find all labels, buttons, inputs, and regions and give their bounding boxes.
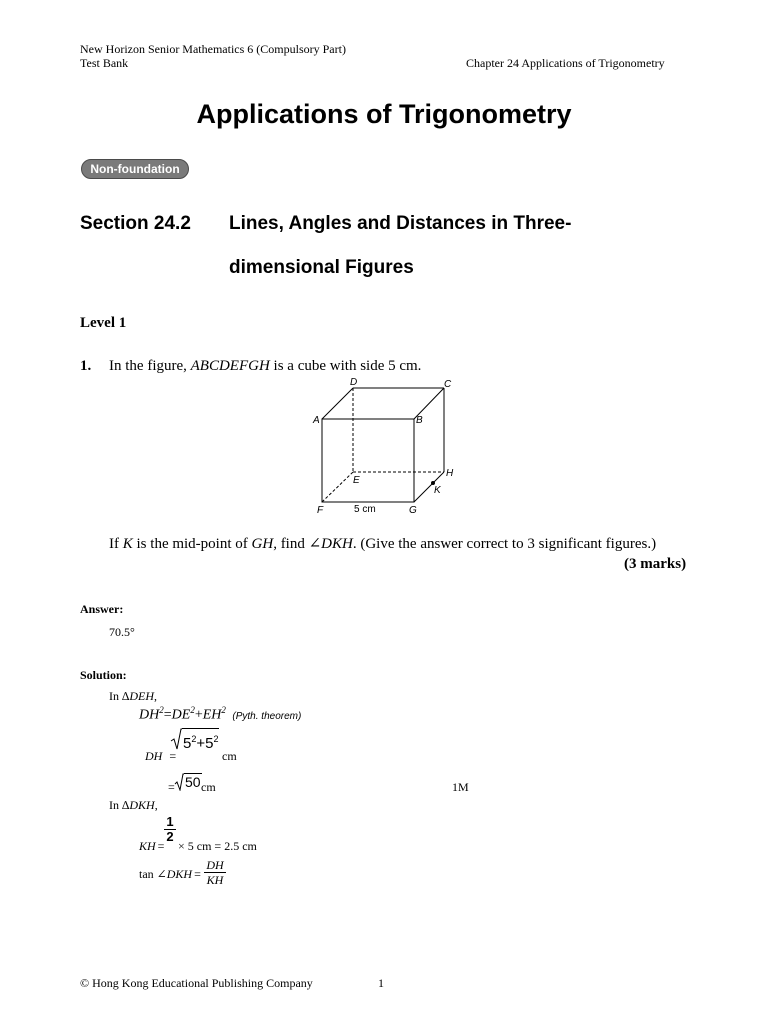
- label-b: B: [416, 415, 423, 426]
- ask-gh: GH: [251, 536, 274, 552]
- ask-part2: is the mid-point of: [132, 536, 252, 552]
- radical-sign-1: [170, 728, 182, 750]
- label-c: C: [444, 379, 452, 390]
- ask-part4: . (Give the answer correct to 3 significant figures.): [352, 536, 657, 552]
- side-length-label: 5 cm: [354, 504, 376, 515]
- question-marks: (3 marks): [624, 556, 687, 572]
- kh-equals: =: [157, 839, 165, 853]
- section-title-line2: dimensional Figures: [229, 257, 414, 278]
- kh-lhs: KH: [139, 839, 156, 853]
- cube-name: ABCDEFGH: [190, 358, 270, 374]
- answer-label: Answer:: [80, 602, 124, 616]
- tan-prefix: tan ∠: [139, 867, 167, 881]
- question-intro-prefix: In the figure,: [109, 358, 191, 374]
- half-numerator: 1: [164, 815, 176, 830]
- radicand-a: 5: [183, 735, 192, 752]
- hidden-edge-fe: [322, 472, 353, 502]
- kh-equation: [139, 839, 164, 854]
- footer-page-number: 1: [378, 976, 384, 990]
- eq1-sq2: 2: [190, 705, 195, 715]
- eq1-eh: EH: [202, 707, 222, 723]
- triangle-deh: ∆DEH: [122, 689, 155, 703]
- tan-fraction: [204, 858, 226, 887]
- half-denominator: 2: [166, 829, 174, 844]
- eq2-unit: cm: [222, 749, 237, 763]
- question-intro: [109, 358, 421, 375]
- in-deh-prefix: In: [109, 689, 122, 703]
- ask-part3: , find ∠: [273, 536, 322, 552]
- radicand-sq1: 2: [191, 734, 197, 744]
- radicand-b: 5: [205, 735, 214, 752]
- label-g: G: [409, 505, 417, 516]
- radicand-50: 50: [185, 774, 201, 790]
- cube-front-face: [322, 419, 414, 502]
- header-test-bank: Test Bank: [80, 56, 129, 70]
- radicand-plus: +: [196, 735, 206, 752]
- label-e: E: [353, 475, 360, 486]
- ask-dkh: DKH: [321, 536, 353, 552]
- ask-k: K: [122, 536, 133, 552]
- eq2-dh: DH: [145, 749, 163, 763]
- eq1-plus: +: [194, 707, 203, 723]
- solution-in-deh: [109, 689, 157, 704]
- label-a: A: [313, 415, 320, 426]
- kh-result: × 5 cm = 2.5 cm: [178, 839, 257, 853]
- solution-label: Solution:: [80, 668, 127, 682]
- eq1-de: DE: [171, 707, 191, 723]
- triangle-dkh: ∆DKH: [122, 798, 155, 812]
- cube-figure: [305, 375, 465, 520]
- tan-numerator: DH: [204, 858, 226, 873]
- page-title: Applications of Trigonometry: [196, 99, 572, 129]
- non-foundation-badge: Non-foundation: [81, 159, 189, 179]
- radicand-5sq-plus-5sq: [182, 728, 219, 753]
- label-f: F: [317, 505, 324, 516]
- label-k: K: [434, 485, 441, 496]
- question-number: 1.: [80, 358, 92, 374]
- tan-equals: =: [194, 867, 201, 881]
- pyth-theorem-note: (Pyth. theorem): [232, 710, 302, 722]
- edge-ad: [322, 388, 353, 419]
- eq3-unit: cm: [201, 780, 216, 794]
- question-ask: [109, 534, 656, 553]
- section-title-line1: Lines, Angles and Distances in Three-: [229, 213, 572, 234]
- tan-denominator: KH: [206, 873, 224, 887]
- in-dkh-suffix: ,: [154, 798, 158, 812]
- section-number: Section 24.2: [80, 213, 191, 234]
- in-dkh-prefix: In: [109, 798, 122, 812]
- eq1-sq3: 2: [221, 705, 226, 715]
- question-intro-suffix: is a cube with side 5 cm.: [269, 358, 422, 374]
- tan-equation: [139, 867, 201, 882]
- label-d: D: [350, 377, 358, 388]
- half-fraction: [164, 815, 176, 844]
- footer-publisher: © Hong Kong Educational Publishing Company: [80, 976, 313, 990]
- eq1-dh: DH: [139, 707, 160, 723]
- eq1-sq1: 2: [159, 705, 164, 715]
- solution-in-dkh: [109, 798, 158, 813]
- level-heading: Level 1: [80, 315, 127, 331]
- radical-sign-2: [174, 773, 184, 791]
- eq3-equals: =: [168, 780, 175, 794]
- ask-part1: If: [109, 536, 123, 552]
- header-chapter: Chapter 24 Applications of Trigonometry: [466, 56, 665, 70]
- in-deh-suffix: ,: [154, 689, 158, 703]
- eq2-equals: =: [169, 749, 177, 763]
- method-mark-1m: 1M: [452, 780, 469, 794]
- label-h: H: [446, 468, 454, 479]
- dh-equals-line: [145, 749, 176, 764]
- answer-value: 70.5°: [109, 625, 135, 639]
- header-book-title: New Horizon Senior Mathematics 6 (Compulsory Part): [80, 42, 346, 56]
- eq1-equals: =: [163, 707, 172, 723]
- pythagoras-equation: [139, 705, 301, 724]
- radicand-sq2: 2: [213, 734, 219, 744]
- tan-angle-dkh: DKH: [166, 867, 193, 881]
